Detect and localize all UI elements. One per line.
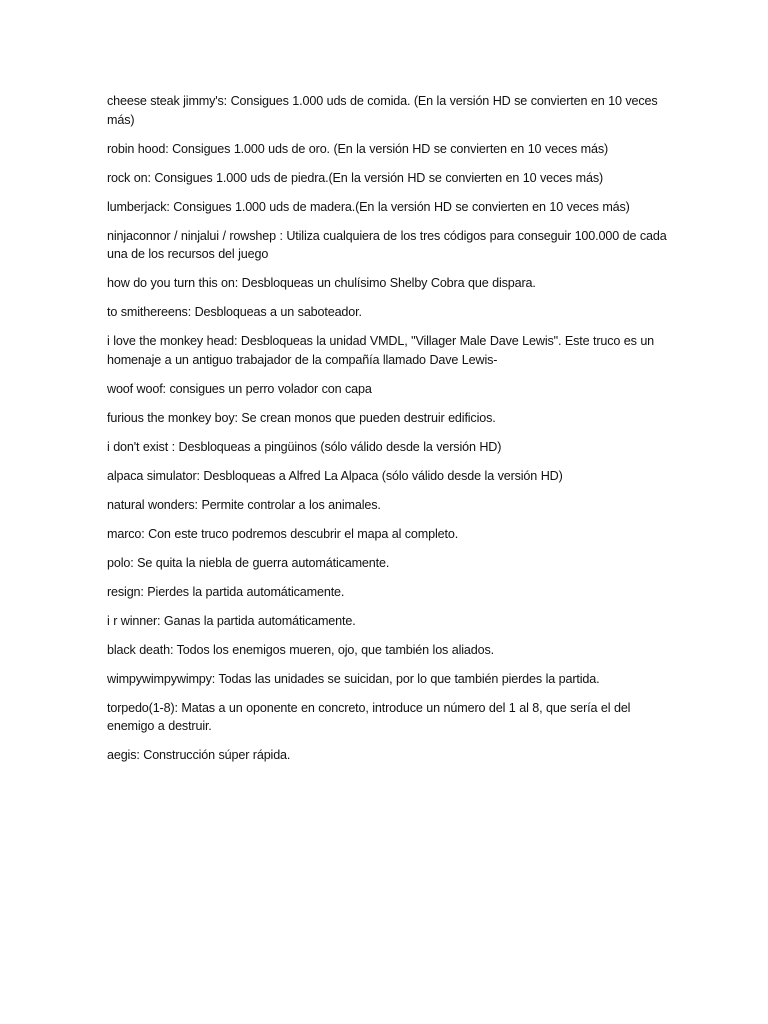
document-body xyxy=(107,92,667,775)
cheat-entry-i-love-the-monkey-head: i love the monkey head: Desbloqueas la unidad VMDL, "Villager Male Dave Lewis". Este truco es un homenaje a un antiguo trabajador de la compañía llamado Dave Lewis- xyxy=(107,334,655,367)
cheat-entry-how-do-you-turn-this-on: how do you turn this on: Desbloqueas un chulísimo Shelby Cobra que dispara. xyxy=(107,276,536,290)
cheat-entry-rock-on: rock on: Consigues 1.000 uds de piedra.(En la versión HD se convierten en 10 veces más) xyxy=(107,170,604,185)
cheat-entry-polo: polo: Se quita la niebla de guerra automáticamente. xyxy=(107,555,390,570)
cheat-entry-black-death: black death: Todos los enemigos mueren, ojo, que también los aliados. xyxy=(107,642,494,657)
cheat-entry-ninjaconnor: ninjaconnor / ninjalui / rowshep : Utiliza cualquiera de los tres códigos para conseguir 100.000 de cada una de los recursos del juego xyxy=(107,228,667,261)
cheat-entry-to-smithereens: to smithereens: Desbloqueas a un saboteador. xyxy=(107,305,362,319)
cheat-entry-robin-hood: robin hood: Consigues 1.000 uds de oro. (En la versión HD se convierten en 10 veces más) xyxy=(107,141,609,156)
cheat-entry-aegis: aegis: Construcción súper rápida. xyxy=(107,748,291,762)
cheat-entry-lumberjack: lumberjack: Consigues 1.000 uds de madera.(En la versión HD se convierten en 10 veces más) xyxy=(107,199,630,214)
cheat-entry-furious-the-monkey-boy: furious the monkey boy: Se crean monos que pueden destruir edificios. xyxy=(107,410,496,425)
cheat-entry-woof-woof: woof woof: consigues un perro volador con capa xyxy=(107,381,372,396)
cheat-entry-i-r-winner: i r winner: Ganas la partida automáticamente. xyxy=(107,613,356,628)
cheat-entry-i-dont-exist: i don't exist : Desbloqueas a pingüinos (sólo válido desde la versión HD) xyxy=(107,439,502,454)
cheat-entry-wimpywimpywimpy: wimpywimpywimpy: Todas las unidades se suicidan, por lo que también pierdes la partida. xyxy=(107,671,600,686)
cheat-entry-natural-wonders: natural wonders: Permite controlar a los animales. xyxy=(107,497,381,512)
cheat-entry-marco: marco: Con este truco podremos descubrir el mapa al completo. xyxy=(107,526,459,541)
cheat-entry-resign: resign: Pierdes la partida automáticamente. xyxy=(107,584,345,599)
cheat-entry-cheese-steak-jimmys: cheese steak jimmy's: Consigues 1.000 uds de comida. (En la versión HD se convierten en 10 veces más) xyxy=(107,94,658,127)
cheat-entry-torpedo: torpedo(1-8): Matas a un oponente en concreto, introduce un número del 1 al 8, que sería el del enemigo a destruir. xyxy=(107,700,631,733)
cheat-entry-alpaca-simulator: alpaca simulator: Desbloqueas a Alfred La Alpaca (sólo válido desde la versión HD) xyxy=(107,468,563,483)
